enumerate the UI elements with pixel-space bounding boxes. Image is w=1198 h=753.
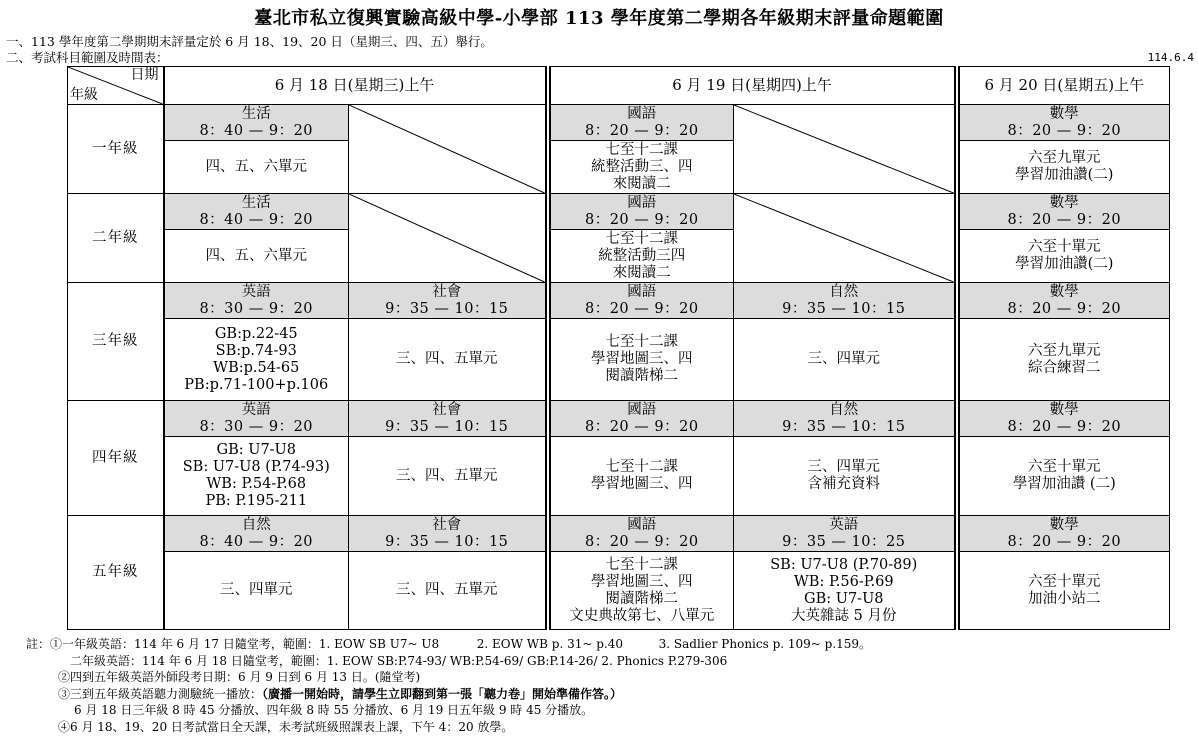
subject-cell xyxy=(164,516,349,552)
scope-cell xyxy=(734,437,955,516)
scope-line: 閱讀階梯二 xyxy=(605,368,679,384)
subject-name: 生活 xyxy=(241,105,271,122)
subject-name: 國語 xyxy=(627,194,657,211)
subject-cell xyxy=(550,401,734,437)
scope-cell xyxy=(959,141,1170,194)
grade-label-5: 五年級 xyxy=(68,516,164,630)
exam-time: 9：35 — 10：15 xyxy=(782,300,906,317)
note-1-part-1: 註：①一年級英語：114 年 6 月 17 日隨堂考，範圍：1. EOW SB U7~ U8 xyxy=(26,637,440,651)
exam-time: 8：20 — 9：20 xyxy=(1007,533,1122,550)
subject-cell xyxy=(734,516,955,552)
grade-label-2: 二年級 xyxy=(68,194,164,283)
scope-line: 六至十單元 xyxy=(1028,239,1101,255)
exam-schedule-table xyxy=(67,66,1170,630)
scope-line: 三、四、五單元 xyxy=(396,467,498,484)
scope-cell xyxy=(550,141,734,194)
subject-name: 社會 xyxy=(432,283,462,300)
subject-name: 社會 xyxy=(432,516,462,533)
scope-cell xyxy=(164,141,349,194)
subject-cell xyxy=(164,194,349,230)
exam-time: 9：35 — 10：15 xyxy=(385,300,509,317)
subject-cell xyxy=(959,401,1170,437)
note-1-part-3: 3. Sadlier Phonics p. 109~ p.159。 xyxy=(658,637,872,651)
subject-cell xyxy=(550,194,734,230)
scope-line: 三、四單元 xyxy=(807,351,881,367)
exam-time: 9：35 — 10：15 xyxy=(385,533,509,550)
scope-line: 學習加油讚 (二) xyxy=(1012,476,1116,492)
scope-cell xyxy=(550,230,734,283)
note-3 xyxy=(26,686,871,703)
scope-line: 六至十單元 xyxy=(1028,573,1101,590)
scope-cell xyxy=(734,552,955,630)
scope-cell xyxy=(959,437,1170,516)
corner-grade-label: 年級 xyxy=(70,87,98,103)
scope-line: 七至十二課 xyxy=(605,334,679,350)
exam-time: 8：30 — 9：20 xyxy=(199,418,314,435)
note-1b: 二年級英語：114 年 6 月 18 日隨堂考，範圍：1. EOW SB:P.74-93/ WB:P.54-69/ GB:P.14-26/ 2. Phonics P.279-306 xyxy=(70,653,728,668)
scope-cell xyxy=(734,319,955,401)
exam-time: 8：20 — 9：20 xyxy=(1007,300,1122,317)
exam-time: 8：40 — 9：20 xyxy=(199,533,314,550)
scope-line: 三、四、五單元 xyxy=(396,351,498,367)
scope-line: 來閱讀二 xyxy=(612,264,671,281)
exam-time: 8：20 — 9：20 xyxy=(584,418,699,435)
scope-line: 四、五、六單元 xyxy=(205,158,307,175)
subject-name: 生活 xyxy=(241,194,271,211)
scope-line: 四、五、六單元 xyxy=(205,247,307,264)
scope-line: SB:p.74-93 xyxy=(215,342,297,359)
day-header-0619: 6 月 19 日(星期四)上午 xyxy=(550,67,955,105)
scope-line: 六至十單元 xyxy=(1028,459,1101,475)
scope-line: 學習地圖三、四 xyxy=(591,573,693,590)
subject-name: 數學 xyxy=(1049,401,1079,418)
subject-cell xyxy=(550,516,734,552)
subject-name: 自然 xyxy=(829,283,859,300)
scope-line: 統整活動三、四 xyxy=(591,158,693,175)
scope-cell xyxy=(959,319,1170,401)
scope-cell xyxy=(349,552,546,630)
corner-date-label: 日期 xyxy=(130,67,159,83)
scope-line: WB:p.54-65 xyxy=(213,359,300,376)
subject-name: 數學 xyxy=(1049,194,1079,211)
scope-cell xyxy=(959,230,1170,283)
grade-label-1: 一年級 xyxy=(68,105,164,194)
subject-name: 國語 xyxy=(627,401,657,418)
intro-exam-dates: 一、113 學年度第二學期期末評量定於 6 月 18、19、20 日（星期三、四、五）舉行。 xyxy=(6,34,493,49)
scope-line: 七至十二課 xyxy=(605,230,679,247)
subject-name: 數學 xyxy=(1049,105,1079,122)
scope-line: 學習加油讚(二) xyxy=(1015,256,1114,272)
scope-line: 三、四單元 xyxy=(807,459,881,475)
scope-line: 三、四單元 xyxy=(220,582,293,598)
no-exam-cell xyxy=(349,105,546,194)
no-exam-cell xyxy=(349,194,546,283)
scope-line: 學習加油讚(二) xyxy=(1015,167,1114,183)
subject-cell xyxy=(734,401,955,437)
note-1-part-2: 2. EOW WB p. 31~ p.40 xyxy=(476,637,623,651)
scope-cell xyxy=(164,552,349,630)
exam-time: 9：35 — 10：25 xyxy=(782,533,906,550)
subject-name: 社會 xyxy=(432,401,462,418)
no-exam-cell xyxy=(734,105,955,194)
no-exam-cell xyxy=(734,194,955,283)
scope-cell xyxy=(550,552,734,630)
subject-cell xyxy=(734,283,955,319)
subject-cell xyxy=(959,283,1170,319)
scope-cell xyxy=(164,437,349,516)
scope-line: PB:p.71-100+p.106 xyxy=(184,376,329,393)
subject-name: 數學 xyxy=(1049,516,1079,533)
subject-cell xyxy=(164,401,349,437)
document-title: 臺北市私立復興實驗高級中學-小學部 113 學年度第二學期各年級期末評量命題範圍 xyxy=(254,8,944,29)
exam-time: 9：35 — 10：15 xyxy=(385,418,509,435)
scope-line: 六至九單元 xyxy=(1028,342,1101,359)
note-3-prefix: ③三到五年級英語聽力測驗統一播放： xyxy=(58,686,263,701)
exam-time: 8：40 — 9：20 xyxy=(199,211,314,228)
scope-line: GB: U7-U8 xyxy=(216,442,297,458)
notes-section xyxy=(26,636,871,736)
scope-line: 加油小站二 xyxy=(1028,590,1101,607)
scope-cell xyxy=(349,437,546,516)
intro-schedule-heading: 二、考試科目範圍及時間表： xyxy=(6,50,169,65)
exam-time: 8：40 — 9：20 xyxy=(199,122,314,139)
scope-line: PB: P.195-211 xyxy=(205,493,308,509)
subject-name: 數學 xyxy=(1049,283,1079,300)
scope-line: 統整活動三四 xyxy=(598,247,686,264)
note-3b: 6 月 18 日三年級 8 時 45 分播放、四年級 8 時 55 分播放、6 月 19 日五年級 9 時 45 分播放。 xyxy=(74,703,594,718)
subject-name: 英語 xyxy=(241,401,271,418)
subject-cell xyxy=(349,401,546,437)
exam-time: 8：30 — 9：20 xyxy=(199,300,314,317)
exam-time: 8：20 — 9：20 xyxy=(1007,418,1122,435)
scope-line: 文史典故第七、八單元 xyxy=(569,607,715,624)
document-date-code: 114.6.4 xyxy=(1147,51,1194,64)
grade-label-4: 四年級 xyxy=(68,401,164,516)
note-4: ④6 月 18、19、20 日考試當日全天課，未考試班級照課表上課，下午 4：20 放學。 xyxy=(58,719,514,734)
exam-time: 9：35 — 10：15 xyxy=(782,418,906,435)
subject-cell xyxy=(349,283,546,319)
day-header-0620: 6 月 20 日(星期五)上午 xyxy=(959,67,1170,105)
note-2: ②四到五年級英語外師段考日期：6 月 9 日到 6 月 13 日。(隨堂考) xyxy=(58,670,421,685)
subject-name: 國語 xyxy=(627,105,657,122)
exam-time: 8：20 — 9：20 xyxy=(1007,211,1122,228)
subject-name: 國語 xyxy=(627,516,657,533)
scope-line: GB: U7-U8 xyxy=(804,590,884,607)
scope-line: 含補充資料 xyxy=(807,476,881,492)
subject-name: 自然 xyxy=(829,401,859,418)
scope-line: 學習地圖三、四 xyxy=(591,476,693,492)
exam-time: 8：20 — 9：20 xyxy=(584,300,699,317)
scope-cell xyxy=(164,319,349,401)
subject-name: 自然 xyxy=(241,516,271,533)
subject-cell xyxy=(550,283,734,319)
scope-line: WB: P.54-P.68 xyxy=(206,476,307,492)
scope-cell xyxy=(164,230,349,283)
subject-name: 英語 xyxy=(829,516,859,533)
scope-line: GB:p.22-45 xyxy=(214,325,298,342)
grade-label-3: 三年級 xyxy=(68,283,164,401)
scope-cell xyxy=(550,437,734,516)
scope-line: SB: U7-U8 (P.70-89) xyxy=(770,556,918,573)
scope-cell xyxy=(550,319,734,401)
scope-line: SB: U7-U8 (P.74-93) xyxy=(182,459,330,475)
scope-line: 來閱讀二 xyxy=(612,175,671,192)
scope-line: 七至十二課 xyxy=(605,556,679,573)
subject-cell xyxy=(959,516,1170,552)
scope-cell xyxy=(349,319,546,401)
scope-line: 綜合練習二 xyxy=(1028,359,1101,376)
subject-cell xyxy=(959,105,1170,141)
scope-line: 閱讀階梯二 xyxy=(605,590,679,607)
exam-time: 8：20 — 9：20 xyxy=(1007,122,1122,139)
subject-name: 英語 xyxy=(241,283,271,300)
exam-time: 8：20 — 9：20 xyxy=(584,211,699,228)
subject-cell xyxy=(349,516,546,552)
scope-line: 三、四、五單元 xyxy=(396,582,498,598)
scope-line: 學習地圖三、四 xyxy=(591,351,693,367)
table-corner-header xyxy=(68,67,164,105)
exam-time: 8：20 — 9：20 xyxy=(584,533,699,550)
scope-line: 七至十二課 xyxy=(605,141,679,158)
note-1 xyxy=(26,636,871,653)
scope-line: 大英雜誌 5 月份 xyxy=(791,607,897,624)
scope-line: 七至十二課 xyxy=(605,459,679,475)
subject-name: 國語 xyxy=(627,283,657,300)
scope-line: 六至九單元 xyxy=(1028,150,1101,166)
exam-time: 8：20 — 9：20 xyxy=(584,122,699,139)
scope-line: WB: P.56-P.69 xyxy=(793,573,894,590)
subject-cell xyxy=(959,194,1170,230)
scope-cell xyxy=(959,552,1170,630)
note-3-bold: （廣播一開始時，請學生立即翻到第一張「聽力卷」開始準備作答。） xyxy=(262,686,623,701)
subject-cell xyxy=(550,105,734,141)
subject-cell xyxy=(164,283,349,319)
day-header-0618: 6 月 18 日(星期三)上午 xyxy=(164,67,546,105)
subject-cell xyxy=(164,105,349,141)
